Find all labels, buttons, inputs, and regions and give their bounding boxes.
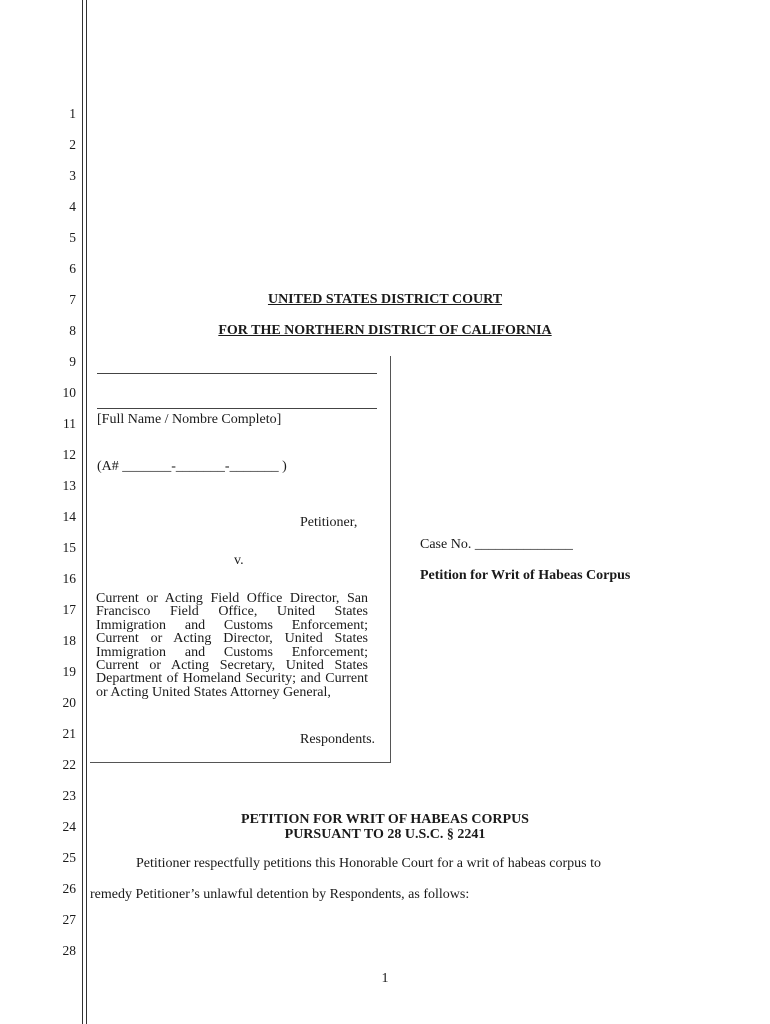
line-number: 23 bbox=[62, 788, 76, 803]
line-number: 10 bbox=[62, 385, 76, 400]
line-number: 27 bbox=[62, 912, 76, 927]
a-number-field: (A# _______-_______-_______ ) bbox=[97, 459, 287, 474]
line-number: 16 bbox=[62, 571, 76, 586]
line-number: 12 bbox=[62, 447, 76, 462]
petition-subtitle: PURSUANT TO 28 U.S.C. § 2241 bbox=[284, 827, 486, 842]
case-number: Case No. ______________ bbox=[420, 537, 573, 552]
line-number: 2 bbox=[69, 137, 76, 152]
line-number: 8 bbox=[69, 323, 76, 338]
line-number: 4 bbox=[69, 199, 76, 214]
body-paragraph-line-2: remedy Petitioner’s unlawful detention by Respondents, as follows: bbox=[90, 887, 470, 902]
left-margin-rule-outer bbox=[82, 0, 83, 1024]
line-number: 14 bbox=[62, 509, 76, 524]
petition-title: PETITION FOR WRIT OF HABEAS CORPUS bbox=[241, 812, 529, 827]
full-name-label: [Full Name / Nombre Completo] bbox=[97, 412, 282, 427]
line-number: 22 bbox=[62, 757, 76, 772]
respondents-list: Current or Acting Field Office Director, San Francisco Field Office, United States Immigration and Customs Enforcement; Current or Acting Director, United States Immigration and Customs Enforcement; Current or Acting Secretary, United States Department of Homeland Security; and Current or Acting United States Attorney General, bbox=[96, 591, 368, 700]
line-number: 7 bbox=[69, 292, 76, 307]
respondents-label: Respondents. bbox=[300, 732, 376, 747]
petitioner-label: Petitioner, bbox=[300, 515, 358, 530]
versus-label: v. bbox=[234, 553, 244, 568]
line-number: 13 bbox=[62, 478, 76, 493]
body-paragraph-line-1: Petitioner respectfully petitions this Honorable Court for a writ of habeas corpus to bbox=[136, 856, 602, 871]
court-name: UNITED STATES DISTRICT COURT bbox=[267, 292, 503, 307]
line-number: 1 bbox=[69, 106, 76, 121]
name-blank-line-1 bbox=[97, 373, 377, 374]
line-number: 15 bbox=[62, 540, 76, 555]
line-number: 11 bbox=[63, 416, 76, 431]
line-number: 20 bbox=[62, 695, 76, 710]
left-margin-rule-inner bbox=[86, 0, 87, 1024]
document-type: Petition for Writ of Habeas Corpus bbox=[420, 568, 631, 583]
line-number: 18 bbox=[62, 633, 76, 648]
line-number: 5 bbox=[69, 230, 76, 245]
line-number: 25 bbox=[62, 850, 76, 865]
caption-box-bottom-border bbox=[90, 762, 391, 763]
line-number: 17 bbox=[62, 602, 76, 617]
line-number: 9 bbox=[69, 354, 76, 369]
line-number: 26 bbox=[62, 881, 76, 896]
line-number: 3 bbox=[69, 168, 76, 183]
line-number: 21 bbox=[62, 726, 76, 741]
line-number: 28 bbox=[62, 943, 76, 958]
line-number: 24 bbox=[62, 819, 76, 834]
line-number: 6 bbox=[69, 261, 76, 276]
name-blank-line-2 bbox=[97, 408, 377, 409]
court-district: FOR THE NORTHERN DISTRICT OF CALIFORNIA bbox=[218, 323, 552, 338]
caption-box-right-border bbox=[390, 356, 391, 763]
page-number: 1 bbox=[381, 971, 389, 986]
line-number: 19 bbox=[62, 664, 76, 679]
